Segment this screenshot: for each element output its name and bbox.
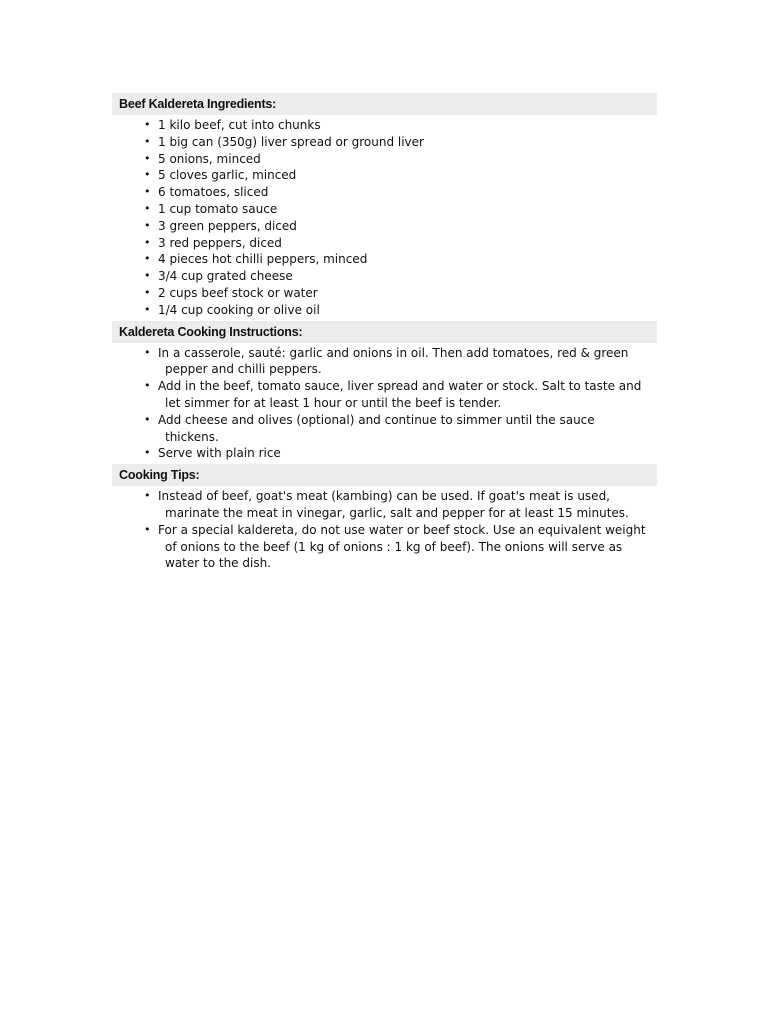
list-item: • 3 red peppers, diced — [144, 235, 282, 250]
section-heading: Cooking Tips: — [112, 464, 657, 486]
section-heading: Kaldereta Cooking Instructions: — [112, 321, 657, 343]
bullet-icon: • — [144, 218, 151, 232]
bullet-icon: • — [144, 412, 151, 426]
bullet-icon: • — [144, 269, 151, 283]
list-item: • 2 cups beef stock or water — [144, 285, 318, 300]
section-heading: Beef Kaldereta Ingredients: — [112, 93, 657, 115]
list-item: • 4 pieces hot chilli peppers, minced — [144, 252, 368, 267]
list-item: • Serve with plain rice — [144, 446, 281, 461]
bullet-icon: • — [144, 345, 151, 359]
bullet-icon: • — [144, 522, 151, 536]
recipe-document — [112, 93, 657, 574]
list-item: • 5 onions, minced — [144, 151, 261, 166]
list-item: • 3/4 cup grated cheese — [144, 269, 293, 284]
list-item: • Add in the beef, tomato sauce, liver spread and water or stock. Salt to taste and let simmer for at least 1 hour or until the beef is tender. — [144, 379, 642, 410]
bullet-icon: • — [144, 168, 151, 182]
list-item: • 1 cup tomato sauce — [144, 201, 278, 216]
tips-list — [112, 486, 657, 574]
bullet-icon: • — [144, 252, 151, 266]
tips-section — [112, 464, 657, 574]
bullet-icon: • — [144, 489, 151, 503]
bullet-icon: • — [144, 235, 151, 249]
bullet-icon: • — [144, 285, 151, 299]
list-item: • 1/4 cup cooking or olive oil — [144, 302, 320, 317]
bullet-icon: • — [144, 185, 151, 199]
bullet-icon: • — [144, 379, 151, 393]
list-item: • 1 big can (350g) liver spread or ground liver — [144, 134, 424, 149]
list-item: • 6 tomatoes, sliced — [144, 185, 269, 200]
list-item: • 3 green peppers, diced — [144, 218, 297, 233]
bullet-icon: • — [144, 302, 151, 316]
instructions-list — [112, 343, 657, 465]
list-item: • Instead of beef, goat's meat (kambing) can be used. If goat's meat is used, marinate the meat in vinegar, garlic, salt and pepper for at least 15 minutes. — [144, 489, 629, 520]
ingredients-section — [112, 93, 657, 321]
ingredients-list — [112, 115, 657, 321]
bullet-icon: • — [144, 446, 151, 460]
list-item: • In a casserole, sauté: garlic and onions in oil. Then add tomatoes, red & green pepper and chilli peppers. — [144, 345, 629, 377]
bullet-icon: • — [144, 151, 151, 165]
list-item: • 5 cloves garlic, minced — [144, 168, 297, 183]
list-item: • For a special kaldereta, do not use water or beef stock. Use an equivalent weight of onions to the beef (1 kg of onions : 1 kg of beef). The onions will serve as water to the dish. — [144, 522, 646, 571]
list-item: • 1 kilo beef, cut into chunks — [144, 118, 321, 132]
instructions-section — [112, 321, 657, 465]
bullet-icon: • — [144, 118, 151, 131]
bullet-icon: • — [144, 201, 151, 215]
list-item: • Add cheese and olives (optional) and continue to simmer until the sauce thickens. — [144, 412, 595, 444]
bullet-icon: • — [144, 134, 151, 148]
